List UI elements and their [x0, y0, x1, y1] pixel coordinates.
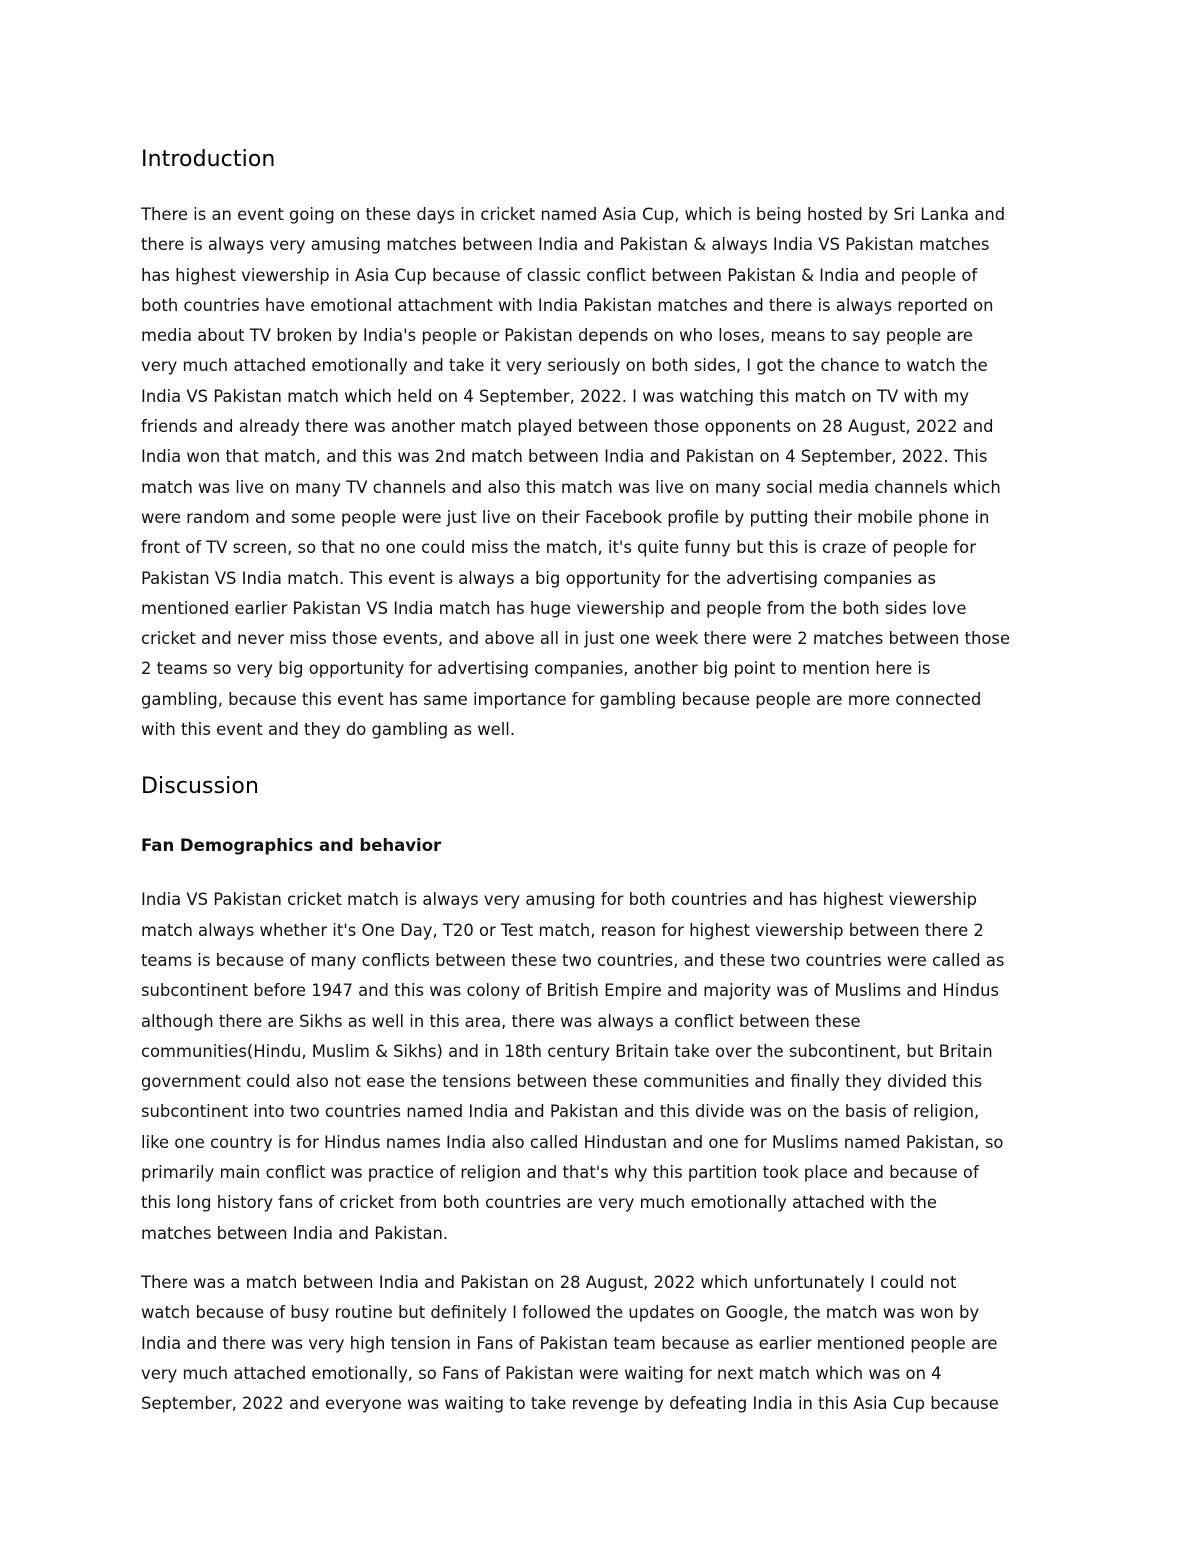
text-line: Pakistan VS India match. This event is always a big opportunity for the advertising companies as [141, 568, 937, 588]
text-line: there is always very amusing matches between India and Pakistan & always India VS Pakistan matches [141, 235, 990, 255]
text-line: this long history fans of cricket from both countries are very much emotionally attached with the [141, 1193, 937, 1213]
text-line: very much attached emotionally, so Fans of Pakistan were waiting for next match which was on 4 [141, 1363, 942, 1383]
text-line: India and there was very high tension in Fans of Pakistan team because as earlier mentioned people are [141, 1333, 998, 1353]
text-line: very much attached emotionally and take it very seriously on both sides, I got the chance to watch the [141, 356, 988, 376]
text-line: primarily main conflict was practice of religion and that's why this partition took place and because of [141, 1163, 979, 1183]
text-line: subcontinent into two countries named India and Pakistan and this divide was on the basis of religion, [141, 1102, 980, 1122]
text-line: match always whether it's One Day, T20 or Test match, reason for highest viewership between there 2 [141, 920, 984, 940]
text-line: were random and some people were just live on their Facebook profile by putting their mobile phone in [141, 507, 990, 527]
text-line: like one country is for Hindus names India also called Hindustan and one for Muslims named Pakistan, so [141, 1132, 1004, 1152]
discussion-paragraph-2 [141, 1268, 1061, 1419]
text-line: subcontinent before 1947 and this was colony of British Empire and majority was of Muslims and Hindus [141, 981, 1000, 1001]
text-line: although there are Sikhs as well in this area, there was always a conflict between these [141, 1011, 861, 1031]
text-line: has highest viewership in Asia Cup because of classic conflict between Pakistan & India and people of [141, 265, 978, 285]
text-line: front of TV screen, so that no one could miss the match, it's quite funny but this is craze of people for [141, 538, 976, 558]
text-line: matches between India and Pakistan. [141, 1223, 449, 1243]
fan-demographics-subheading: Fan Demographics and behavior [141, 836, 442, 856]
text-line: watch because of busy routine but definitely I followed the updates on Google, the match was won by [141, 1303, 980, 1323]
text-line: India VS Pakistan cricket match is always very amusing for both countries and has highest viewership [141, 890, 978, 910]
text-line: teams is because of many conflicts between these two countries, and these two countries were called as [141, 950, 1005, 970]
text-line: mentioned earlier Pakistan VS India match has huge viewership and people from the both sides love [141, 598, 967, 618]
text-line: match was live on many TV channels and also this match was live on many social media channels which [141, 477, 1001, 497]
text-line: gambling, because this event has same importance for gambling because people are more connected [141, 689, 982, 709]
text-line: communities(Hindu, Muslim & Sikhs) and in 18th century Britain take over the subcontinent, but Britain [141, 1041, 993, 1061]
text-line: cricket and never miss those events, and above all in just one week there were 2 matches between those [141, 629, 1011, 649]
discussion-heading: Discussion [141, 774, 259, 800]
introduction-heading: Introduction [141, 147, 276, 172]
text-line: friends and already there was another match played between those opponents on 28 August, 2022 and [141, 417, 994, 437]
text-line: media about TV broken by India's people or Pakistan depends on who loses, means to say people are [141, 326, 973, 346]
text-line: 2 teams so very big opportunity for advertising companies, another big point to mention here is [141, 659, 931, 679]
introduction-paragraph [141, 200, 1061, 745]
document-body [141, 138, 1061, 1419]
text-line: There is an event going on these days in cricket named Asia Cup, which is being hosted by Sri Lanka and [141, 205, 1006, 224]
text-line: both countries have emotional attachment with India Pakistan matches and there is always reported on [141, 295, 994, 315]
text-line: India VS Pakistan match which held on 4 September, 2022. I was watching this match on TV with my [141, 386, 970, 406]
text-line: India won that match, and this was 2nd match between India and Pakistan on 4 September, 2022. This [141, 447, 988, 467]
text-line: with this event and they do gambling as well. [141, 720, 516, 740]
text-line: September, 2022 and everyone was waiting to take revenge by defeating India in this Asia Cup because [141, 1394, 999, 1414]
discussion-paragraph-1 [141, 885, 1061, 1249]
text-line: government could also not ease the tensions between these communities and finally they divided this [141, 1072, 983, 1092]
text-line: There was a match between India and Pakistan on 28 August, 2022 which unfortunately I could not [141, 1272, 957, 1292]
